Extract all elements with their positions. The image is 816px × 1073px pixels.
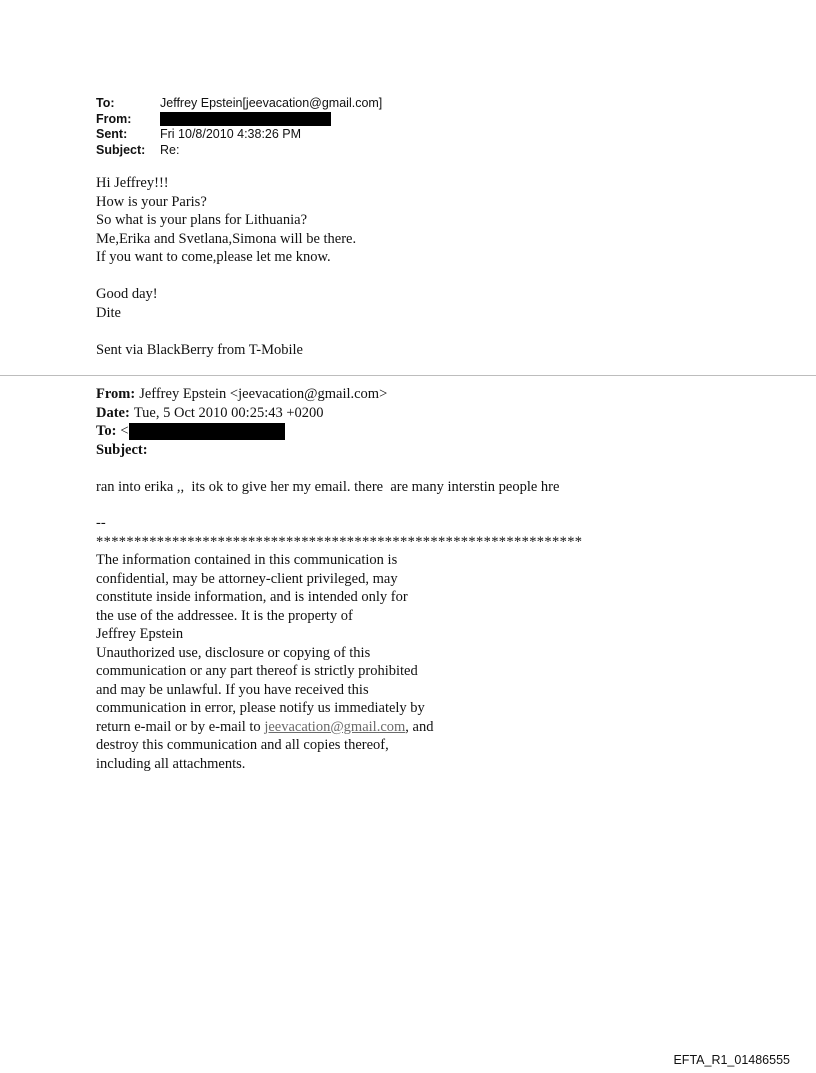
from-redaction — [160, 112, 331, 126]
disclaimer-line: Jeffrey Epstein — [96, 626, 184, 642]
sent-row — [96, 127, 382, 143]
disclaimer-return-line — [96, 718, 582, 737]
disclaimer-line: constitute inside information, and is intended only for — [96, 589, 408, 605]
return-suffix: , and — [405, 718, 434, 735]
subject-row — [96, 143, 382, 159]
star-line: **************************************************************** — [96, 533, 583, 550]
sent-label: Sent: — [96, 127, 128, 141]
body-line: If you want to come,please let me know. — [96, 249, 331, 265]
quoted-from-label: From: — [96, 386, 136, 402]
from-row — [96, 112, 382, 128]
reply-body — [96, 174, 356, 359]
to-label: To: — [96, 96, 115, 110]
return-prefix: return e-mail or by e-mail to — [96, 718, 265, 735]
email-header — [96, 96, 382, 158]
quoted-date-value: Tue, 5 Oct 2010 00:25:43 +0200 — [133, 404, 324, 421]
sent-value: Fri 10/8/2010 4:38:26 PM — [160, 127, 302, 141]
from-label: From: — [96, 111, 132, 126]
closing-line: Good day! — [96, 286, 158, 302]
quoted-to-prefix: < — [120, 423, 129, 439]
disclaimer-line: and may be unlawful. If you have received this — [96, 681, 369, 698]
quoted-to-row — [96, 422, 387, 441]
quoted-subject-row — [96, 441, 387, 460]
disclaimer-line: communication in error, please notify us immediately by — [96, 700, 425, 716]
email-link[interactable]: jeevacation@gmail.com — [264, 718, 406, 735]
body-line: Me,Erika and Svetlana,Simona will be there. — [96, 230, 357, 247]
disclaimer-line: communication or any part thereof is strictly prohibited — [96, 663, 418, 679]
quoted-date-label: Date: — [96, 404, 130, 421]
spacer — [96, 322, 356, 341]
quoted-to-redaction — [129, 423, 285, 440]
quoted-from-value: Jeffrey Epstein <jeevacation@gmail.com> — [139, 386, 388, 402]
disclaimer-line: including all attachments. — [96, 755, 246, 772]
subject-value: Re: — [160, 142, 180, 157]
to-value: Jeffrey Epstein[jeevacation@gmail.com] — [160, 96, 383, 110]
sent-via-line: Sent via BlackBerry from T-Mobile — [96, 341, 303, 358]
spacer — [96, 267, 356, 286]
body-line: So what is your plans for Lithuania? — [96, 212, 308, 228]
disclaimer-line: the use of the addressee. It is the property of — [96, 607, 353, 624]
disclaimer — [96, 514, 582, 773]
body-line: How is your Paris? — [96, 193, 207, 210]
disclaimer-line: destroy this communication and all copies thereof, — [96, 737, 389, 753]
disclaimer-line: confidential, may be attorney-client privileged, may — [96, 570, 398, 587]
quoted-date-row — [96, 404, 387, 423]
quoted-from-row — [96, 385, 387, 404]
to-row — [96, 96, 382, 112]
subject-label: Subject: — [96, 142, 146, 157]
quoted-header — [96, 385, 387, 459]
disclaimer-line: The information contained in this communication is — [96, 552, 398, 568]
quoted-to-label: To: — [96, 423, 117, 439]
disclaimer-line: Unauthorized use, disclosure or copying of this — [96, 644, 371, 661]
quoted-subject-label: Subject: — [96, 441, 148, 458]
quoted-message: ran into erika ,, its ok to give her my email. there are many interstin people hre — [96, 479, 560, 495]
bates-number: EFTA_R1_01486555 — [673, 1053, 790, 1067]
signature-line: Dite — [96, 304, 121, 321]
body-line: Hi Jeffrey!!! — [96, 175, 169, 191]
message-separator — [0, 375, 816, 376]
dash-line: -- — [96, 515, 106, 531]
